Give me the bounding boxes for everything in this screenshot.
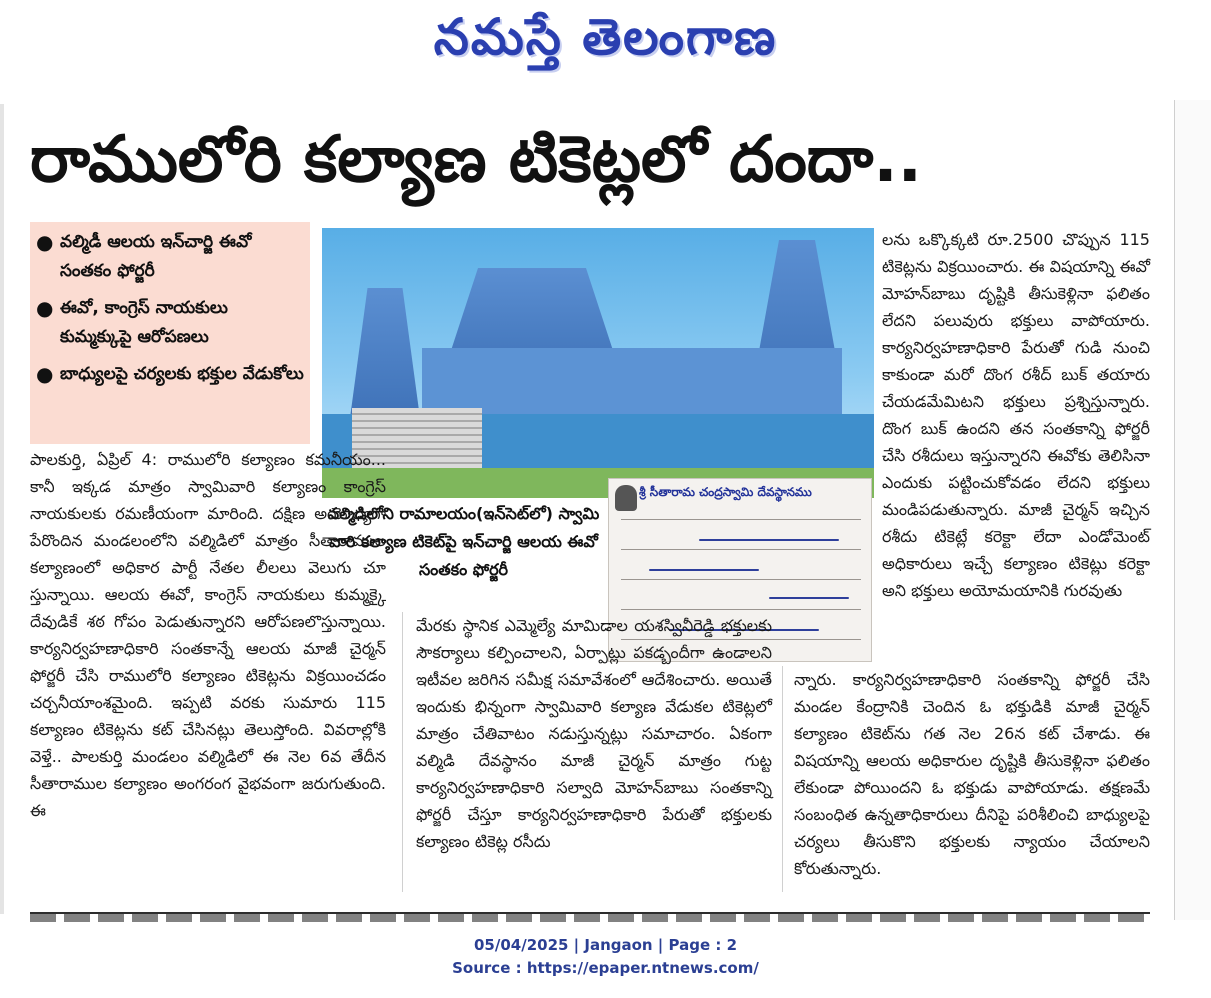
highlights-box (30, 222, 310, 444)
handwriting-mark (769, 597, 849, 599)
edition-info: 05/04/2025 | Jangaon | Page : 2 (473, 936, 738, 954)
bullet-icon: ● (36, 230, 54, 254)
article-headline: రాములోరి కల్యాణ టికెట్లలో దందా.. (30, 123, 922, 197)
next-article-edge (30, 914, 1150, 922)
receipt-rule (621, 519, 861, 520)
column-rule (402, 612, 403, 892)
highlight-text: బాధ్యులపై చర్యలకు భక్తుల వేడుకోలు (60, 364, 304, 384)
receipt-rule (621, 549, 861, 550)
article-column-4 (794, 666, 1150, 892)
column-rule (782, 666, 783, 892)
page-left-border (0, 104, 4, 914)
receipt-rule (621, 579, 861, 580)
photo-caption: వల్మిడిలోని రామాలయం(ఇన్‌సెట్‌లో) స్వామి వారి కల్యాణ టికెట్‌పై ఇన్‌చార్జి ఆలయ ఈవో సంతకం ఫోర్జరీ (327, 504, 600, 579)
receipt-rule (621, 609, 861, 610)
column-text: లను ఒక్కొక్కటి రూ.2500 చొప్పున 115 టికెట్లను విక్రయించారు. ఈ విషయాన్ని ఈవో మోహన్‌బాబు దృష్టికి తీసుకెళ్లినా ఫలితం లేదని పలువురు భక్తులు వాపోయారు. కార్యనిర్వహణాధికారి పేరుతో గుడి నుంచి కాకుండా మరో దొంగ రశీద్ బుక్ తయారు చేయడమేమిటని భక్తులు ప్రశ్నిస్తున్నారు. దొంగ బుక్ ఉందని తన సంతకాన్ని ఫోర్జరీ చేసి రశీదులు ఇస్తున్నారని ఈవోకు తెలిసినా ఎందుకు పట్టించుకోవడం లేదని భక్తులు మండిపడుతున్నారు. మాజీ చైర్మన్ ఇచ్చిన రశీదు టికెట్లే కరెక్టా లేదా ఎండోమెంట్ అధికారులు ఇచ్చే కల్యాణం టికెట్లు కరెక్టా అని భక్తులు అయోమయానికి గురవుతు (882, 230, 1150, 600)
handwriting-mark (699, 539, 839, 541)
masthead (0, 0, 1211, 84)
bullet-icon: ● (36, 296, 54, 320)
epaper-footer (0, 934, 1211, 984)
temple-photo (322, 228, 874, 498)
handwriting-mark (649, 569, 759, 571)
article-column-1 (30, 446, 386, 892)
receipt-header: శ్రీ సీతారామ చంద్రస్వామి దేవస్థానము (639, 485, 812, 499)
highlight-item (36, 360, 304, 389)
adjacent-page-strip (1174, 100, 1211, 920)
highlight-item (36, 228, 304, 286)
temple-emblem-icon (615, 485, 637, 511)
highlight-text: వల్మిడీ ఆలయ ఇన్‌చార్జి ఈవో సంతకం ఫోర్జరీ (60, 232, 252, 281)
highlight-item (36, 294, 304, 352)
column-text: మేరకు స్థానిక ఎమ్మెల్యే మామిడాల యశస్వినీరెడ్డి భక్తులకు సౌకర్యాలు కల్పించాలని, ఏర్పాట్లు పకడ్బందీగా ఉండాలని ఇటీవల జరిగిన సమీక్ష సమావేశంలో ఆదేశించారు. అయితే ఇందుకు భిన్నంగా స్వామివారి కల్యాణ వేడుకల టికెట్లలో మాత్రం చేతివాటం నడుస్తున్నట్లు సమాచారం. ఏకంగా వల్మిడి దేవస్థానం మాజీ చైర్మన్ మాత్రం గుట్ట కార్యనిర్వహణాధికారి సల్వాది మోహన్‌బాబు సంతకాన్ని ఫోర్జరీ చేస్తూ కార్యనిర్వహణాధికారి పేరుతో భక్తులకు కల్యాణం టికెట్ల రసీదు (416, 616, 772, 851)
column-text: పాలకుర్తి, ఏప్రిల్ 4: రాములోరి కల్యాణం కమనీయం... కానీ ఇక్కడ మాత్రం స్వామివారి కల్యాణం కాంగ్రెస్ నాయకులకు రమణీయంగా మారింది. దక్షిణ అయోధ్యగా పేరొందిన మండలంలోని వల్మిడిలో మాత్రం సీతారాముల కల్యాణంలో అధికార పార్టీ నేతల లీలలు వెలుగు చూ స్తున్నాయి. ఆలయ ఈవో, కాంగ్రెస్ నాయకులు కుమ్మక్కై దేవుడికే శఠ గోపం పెడుతున్నారని ఆరోపణలొస్తున్నాయి. కార్యనిర్వహణాధికారి సంతకాన్నే ఆలయ మాజీ చైర్మన్ ఫోర్జరీ చేసి రాములోరి కల్యాణం టికెట్లను విక్రయించడం చర్చనీయాంశమైంది. ఇప్పటి వరకు సుమారు 115 కల్యాణం టికెట్లను కట్ చేసినట్లు తెలుస్తోంది. వివరాల్లోకి వెళ్తే.. పాలకుర్తి మండలం వల్మిడిలో ఈ నెల 6వ తేదీన సీతారాముల కల్యాణం అంగరంగ వైభవంగా జరుగుతుంది. ఈ (30, 450, 386, 820)
bullet-icon: ● (36, 362, 54, 386)
temple-hall (422, 348, 842, 418)
temple-tower-left (350, 288, 420, 418)
article-column-3 (882, 226, 1150, 666)
column-text: న్నారు. కార్యనిర్వహణాధికారి సంతకాన్ని ఫోర్జరీ చేసి మండల కేంద్రానికి చెందిన ఓ భక్తుడికి మాజీ చైర్మన్ కల్యాణం టికెట్‌ను గత నెల 26న కట్ చేశాడు. ఈ విషయాన్ని ఆలయ అధికారుల దృష్టికి తీసుకెళ్లినా ఫలితం లేకుండా పోయిందని ఓ భక్తుడు వాపోయాడు. తక్షణమే సంబంధిత ఉన్నతాధికారులు దీనిపై పరిశీలించి బాధ్యులపై చర్యలు తీసుకొని భక్తులకు న్యాయం చేయాలని కోరుతున్నారు. (794, 670, 1150, 878)
article-column-2 (416, 612, 772, 892)
source-link[interactable]: Source : https://epaper.ntnews.com/ (452, 959, 759, 977)
highlight-text: ఈవో, కాంగ్రెస్ నాయకులు కుమ్మక్కుపై ఆరోపణలు (60, 298, 228, 347)
masthead-logo: నమస్తే తెలంగాణ (433, 8, 778, 66)
